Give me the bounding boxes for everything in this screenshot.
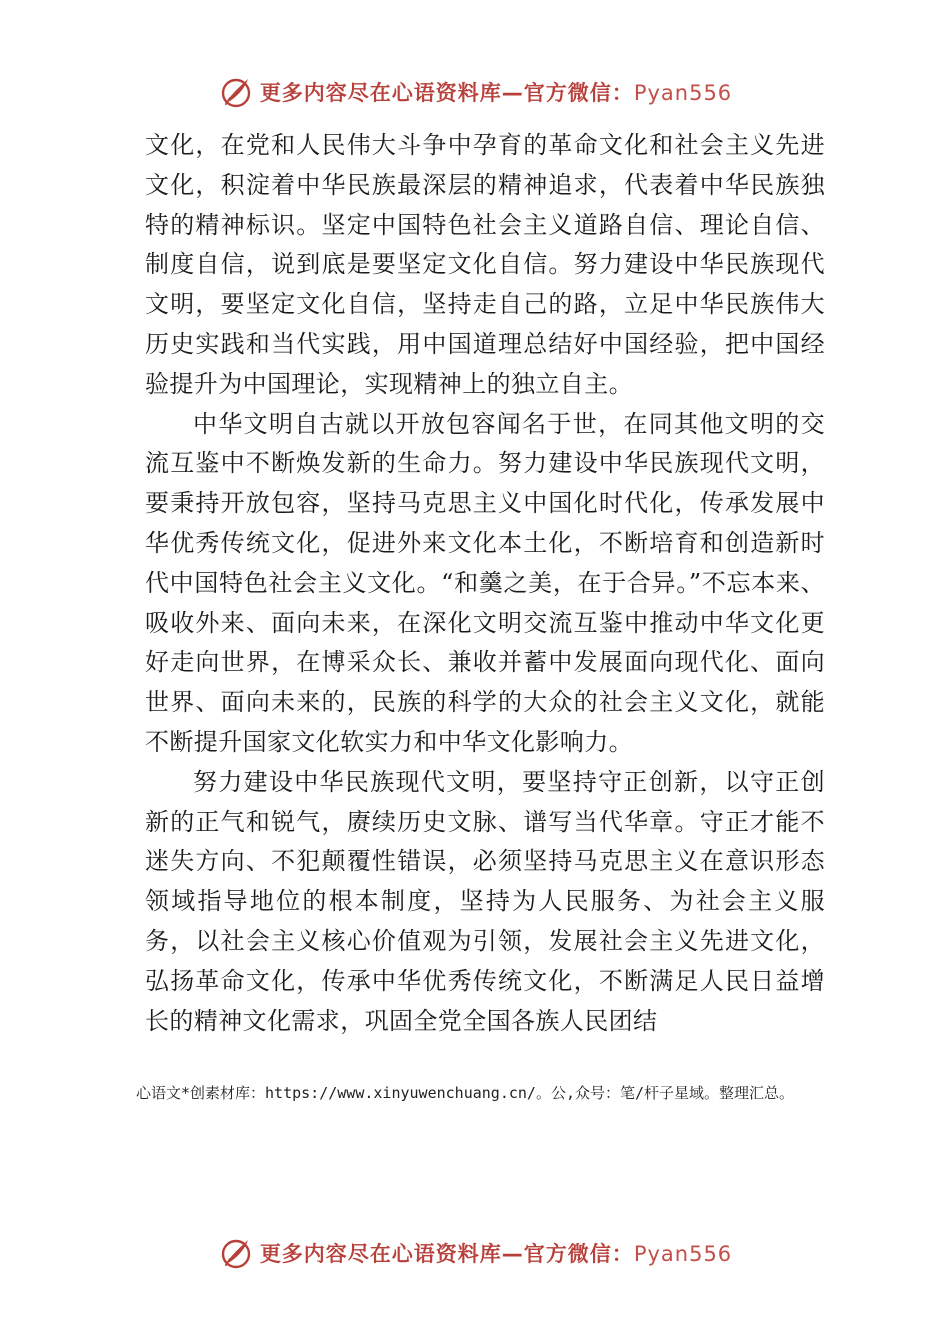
watermark-wechat-id: Pyan556 — [633, 81, 733, 105]
source-footnote: 心语文*创素材库：https://www.xinyuwenchuang.cn/。公,众号：笔/杆子星域。整理汇总。 — [136, 1084, 795, 1102]
document-body — [145, 126, 825, 1041]
footer-watermark — [0, 1229, 950, 1277]
watermark-text: 更多内容尽在心语资料库—官方微信：Pyan556 — [259, 81, 733, 105]
header-watermark — [0, 68, 950, 116]
quill-seal-icon — [218, 1235, 254, 1271]
paragraph-1: 文化，在党和人民伟大斗争中孕育的革命文化和社会主义先进文化，积淀着中华民族最深层的精神追求，代表着中华民族独特的精神标识。坚定中国特色社会主义道路自信、理论自信、制度自信，说到底是要坚定文化自信。努力建设中华民族现代文明，要坚定文化自信，坚持走自己的路，立足中华民族伟大历史实践和当代实践，用中国道理总结好中国经验，把中国经验提升为中国理论，实现精神上的独立自主。 — [145, 131, 825, 398]
quill-seal-icon — [218, 74, 254, 110]
watermark-text: 更多内容尽在心语资料库—官方微信：Pyan556 — [259, 1242, 733, 1266]
watermark-wechat-id: Pyan556 — [633, 1242, 733, 1266]
paragraph-3: 努力建设中华民族现代文明，要坚持守正创新，以守正创新的正气和锐气，赓续历史文脉、谱写当代华章。守正才能不迷失方向、不犯颠覆性错误，必须坚持马克思主义在意识形态领域指导地位的根本制度，坚持为人民服务、为社会主义服务，以社会主义核心价值观为引领，发展社会主义先进文化，弘扬革命文化，传承中华优秀传统文化，不断满足人民日益增长的精神文化需求，巩固全党全国各族人民团结 — [145, 767, 825, 1035]
paragraph-2: 中华文明自古就以开放包容闻名于世，在同其他文明的交流互鉴中不断焕发新的生命力。努力建设中华民族现代文明，要秉持开放包容，坚持马克思主义中国化时代化，传承发展中华优秀传统文化，促进外来文化本土化，不断培育和创造新时代中国特色社会主义文化。“和羹之美，在于合异。”不忘本来、吸收外来、面向未来，在深化文明交流互鉴中推动中华文化更好走向世界，在博采众长、兼收并蓄中发展面向现代化、面向世界、面向未来的，民族的科学的大众的社会主义文化，就能不断提升国家文化软实力和中华文化影响力。 — [145, 409, 825, 756]
